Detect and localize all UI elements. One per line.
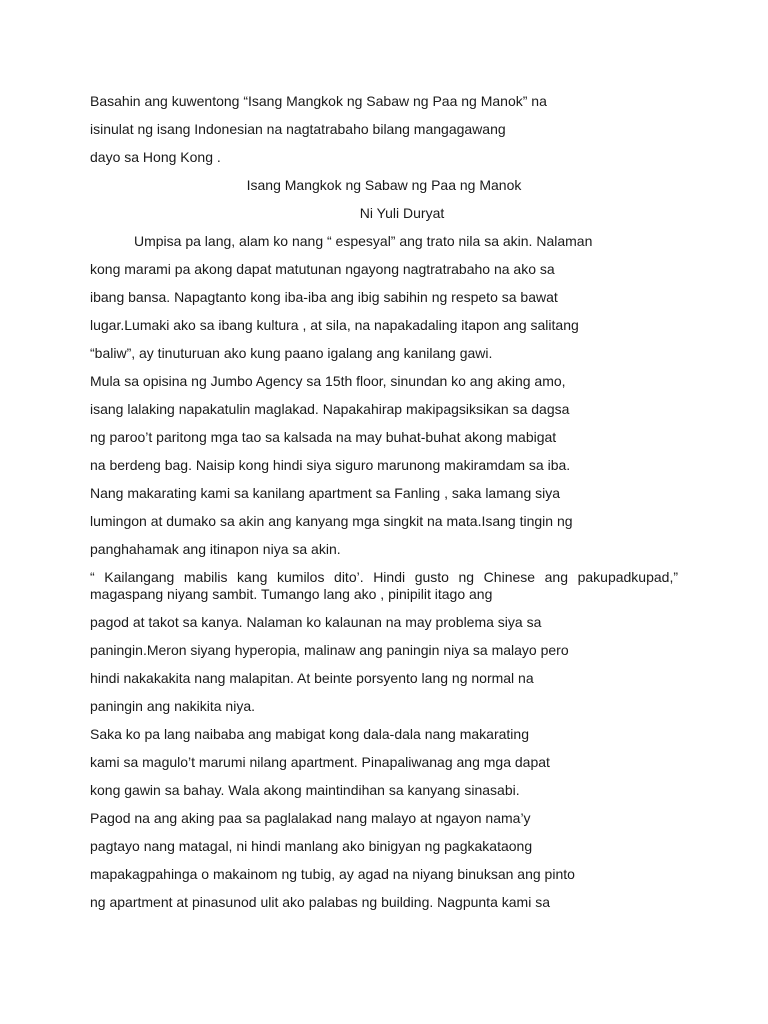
intro-line-2: isinulat ng isang Indonesian na nagtatrabaho bilang mangagawang: [90, 121, 506, 137]
paragraph-line: pagod at takot sa kanya. Nalaman ko kalaunan na may problema siya sa: [90, 614, 542, 630]
paragraph-line: ng paroo’t paritong mga tao sa kalsada na may buhat-buhat akong mabigat: [90, 429, 557, 445]
paragraph-line: isang lalaking napakatulin maglakad. Napakahirap makipagsiksikan sa dagsa: [90, 401, 570, 417]
paragraph-line: Mula sa opisina ng Jumbo Agency sa 15th floor, sinundan ko ang aking amo,: [90, 373, 566, 389]
paragraph-line: “ Kailangang mabilis kang kumilos dito’. Hindi gusto ng Chinese ang pakupadkupad,”: [90, 569, 678, 585]
paragraph-line: Umpisa pa lang, alam ko nang “ espesyal” ang trato nila sa akin. Nalaman: [134, 233, 593, 249]
paragraph-line: ng apartment at pinasunod ulit ako palabas ng building. Nagpunta kami sa: [90, 894, 550, 910]
paragraph-line: Pagod na ang aking paa sa paglalakad nang malayo at ngayon nama’y: [90, 810, 531, 826]
paragraph-line: Saka ko pa lang naibaba ang mabigat kong dala-dala nang makarating: [90, 726, 529, 742]
paragraph-line: ibang bansa. Napagtanto kong iba-iba ang ibig sabihin ng respeto sa bawat: [90, 289, 558, 305]
intro-line-1: Basahin ang kuwentong “Isang Mangkok ng Sabaw ng Paa ng Manok” na: [90, 93, 547, 109]
paragraph-line: kong gawin sa bahay. Wala akong maintindihan sa kanyang sinasabi.: [90, 782, 520, 798]
paragraph-line: mapakagpahinga o makainom ng tubig, ay agad na niyang binuksan ang pinto: [90, 866, 575, 882]
paragraph-line: hindi nakakakita nang malapitan. At beinte porsyento lang ng normal na: [90, 670, 534, 686]
intro-line-3: dayo sa Hong Kong .: [90, 149, 221, 165]
paragraph-line: panghahamak ang itinapon niya sa akin.: [90, 541, 341, 557]
paragraph-line: lugar.Lumaki ako sa ibang kultura , at sila, na napakadaling itapon ang salitang: [90, 317, 579, 333]
paragraph-line: paningin ang nakikita niya.: [90, 698, 256, 714]
paragraph-line: kong marami pa akong dapat matutunan ngayong nagtratrabaho na ako sa: [90, 261, 555, 277]
paragraph-line: Nang makarating kami sa kanilang apartment sa Fanling , saka lamang siya: [90, 485, 561, 501]
paragraph-line: na berdeng bag. Naisip kong hindi siya siguro marunong makiramdam sa iba.: [90, 457, 571, 473]
paragraph-line: “baliw”, ay tinuturuan ako kung paano igalang ang kanilang gawi.: [90, 345, 493, 361]
paragraph-line: lumingon at dumako sa akin ang kanyang mga singkit na mata.Isang tingin ng: [90, 513, 573, 529]
paragraph-line: magaspang niyang sambit. Tumango lang ako , pinipilit itago ang: [90, 586, 493, 602]
paragraph-line: pagtayo nang matagal, ni hindi manlang ako binigyan ng pagkakataong: [90, 838, 533, 854]
story-title: Isang Mangkok ng Sabaw ng Paa ng Manok: [246, 177, 522, 193]
paragraph-line: paningin.Meron siyang hyperopia, malinaw ang paningin niya sa malayo pero: [90, 642, 569, 658]
paragraph-line: kami sa magulo’t marumi nilang apartment. Pinapaliwanag ang mga dapat: [90, 754, 550, 770]
story-author: Ni Yuli Duryat: [359, 205, 445, 221]
